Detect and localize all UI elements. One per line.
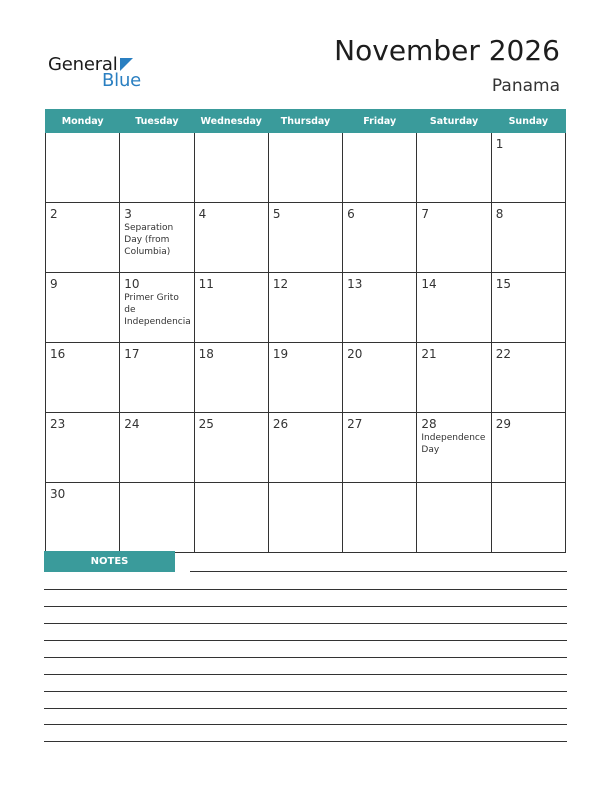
calendar-day-cell bbox=[417, 483, 491, 553]
weekday-header: Thursday bbox=[268, 110, 342, 133]
calendar-day-cell bbox=[120, 203, 194, 273]
notes-line bbox=[190, 571, 567, 572]
calendar-day-cell bbox=[268, 343, 342, 413]
calendar-day-cell bbox=[343, 343, 417, 413]
day-number: 7 bbox=[421, 207, 430, 221]
notes-line bbox=[44, 606, 567, 607]
weekday-header: Sunday bbox=[491, 110, 565, 133]
calendar-grid bbox=[45, 109, 566, 553]
day-number: 1 bbox=[495, 137, 504, 151]
calendar-day-cell bbox=[491, 483, 565, 553]
calendar-day-cell bbox=[268, 133, 342, 203]
day-number: 16 bbox=[50, 347, 66, 361]
calendar-day-cell bbox=[46, 203, 120, 273]
calendar-week-row bbox=[46, 133, 566, 203]
day-number: 26 bbox=[272, 417, 289, 431]
calendar-week-row bbox=[46, 343, 566, 413]
day-number: 12 bbox=[272, 277, 289, 291]
calendar-day-cell bbox=[343, 203, 417, 273]
calendar-week-row bbox=[46, 483, 566, 553]
notes-line bbox=[44, 623, 567, 624]
calendar-week-row bbox=[46, 413, 566, 483]
calendar-day-cell bbox=[491, 343, 565, 413]
notes-line bbox=[44, 640, 567, 641]
notes-line bbox=[44, 674, 567, 675]
calendar-day-cell bbox=[46, 273, 120, 343]
day-number: 3 bbox=[124, 207, 132, 221]
calendar-day-cell bbox=[268, 483, 342, 553]
calendar-day-cell bbox=[417, 133, 491, 203]
calendar-day-cell bbox=[491, 273, 565, 343]
notes-line bbox=[44, 657, 567, 658]
notes-line bbox=[44, 708, 567, 709]
day-number: 21 bbox=[421, 347, 437, 361]
calendar-day-cell bbox=[120, 483, 194, 553]
weekday-header: Tuesday bbox=[120, 110, 194, 133]
calendar-body bbox=[46, 133, 566, 553]
calendar-day-cell bbox=[268, 203, 342, 273]
calendar-day-cell bbox=[491, 133, 565, 203]
calendar-day-cell bbox=[194, 343, 268, 413]
notes-line bbox=[44, 589, 567, 590]
brand-word-blue: Blue bbox=[102, 70, 142, 91]
calendar-day-cell bbox=[194, 203, 268, 273]
day-number: 23 bbox=[50, 417, 66, 431]
calendar-day-cell bbox=[194, 133, 268, 203]
calendar-day-cell bbox=[491, 203, 565, 273]
calendar-day-cell bbox=[120, 133, 194, 203]
day-number: 25 bbox=[198, 417, 214, 431]
weekday-header-row bbox=[46, 110, 566, 133]
page-subtitle: Panama bbox=[491, 76, 560, 96]
calendar-day-cell bbox=[194, 483, 268, 553]
day-number: 19 bbox=[272, 347, 289, 361]
day-number: 5 bbox=[272, 207, 281, 221]
day-number: 18 bbox=[198, 347, 214, 361]
notes-label: NOTES bbox=[44, 551, 175, 572]
calendar-day-cell bbox=[417, 203, 491, 273]
calendar-day-cell bbox=[120, 413, 194, 483]
day-number: 22 bbox=[495, 347, 511, 361]
day-number: 17 bbox=[124, 347, 140, 361]
day-number: 14 bbox=[421, 277, 437, 291]
calendar-day-cell bbox=[120, 343, 194, 413]
brand-logo bbox=[48, 52, 148, 92]
calendar-week-row bbox=[46, 203, 566, 273]
day-number: 27 bbox=[347, 417, 363, 431]
calendar-day-cell bbox=[417, 413, 491, 483]
day-number: 11 bbox=[198, 277, 214, 291]
calendar-day-cell bbox=[491, 413, 565, 483]
day-number: 9 bbox=[50, 277, 58, 291]
day-number: 4 bbox=[198, 207, 207, 221]
holiday-label: Primer Grito de Independencia bbox=[124, 293, 191, 327]
day-number: 13 bbox=[347, 277, 363, 291]
weekday-header: Friday bbox=[343, 110, 417, 133]
calendar-day-cell bbox=[46, 133, 120, 203]
day-number: 6 bbox=[347, 207, 355, 221]
holiday-label: Separation Day (from Columbia) bbox=[124, 223, 174, 257]
day-number: 20 bbox=[347, 347, 363, 361]
notes-line bbox=[44, 691, 567, 692]
day-number: 2 bbox=[50, 207, 58, 221]
calendar-day-cell bbox=[417, 273, 491, 343]
calendar-day-cell bbox=[268, 273, 342, 343]
day-number: 24 bbox=[124, 417, 140, 431]
weekday-header: Monday bbox=[46, 110, 120, 133]
calendar-day-cell bbox=[46, 413, 120, 483]
weekday-header: Wednesday bbox=[194, 110, 268, 133]
calendar-day-cell bbox=[343, 483, 417, 553]
day-number: 8 bbox=[495, 207, 504, 221]
weekday-header: Saturday bbox=[417, 110, 491, 133]
calendar-day-cell bbox=[343, 273, 417, 343]
day-number: 30 bbox=[50, 487, 66, 501]
calendar-day-cell bbox=[120, 273, 194, 343]
calendar-day-cell bbox=[194, 413, 268, 483]
brand-word-general: General bbox=[48, 54, 118, 75]
holiday-label: Independence Day bbox=[421, 433, 486, 455]
calendar-day-cell bbox=[194, 273, 268, 343]
page-title: November 2026 bbox=[334, 34, 560, 67]
day-number: 29 bbox=[495, 417, 511, 431]
day-number: 28 bbox=[421, 417, 437, 431]
day-number: 15 bbox=[495, 277, 511, 291]
notes-line bbox=[44, 741, 567, 742]
calendar-day-cell bbox=[343, 133, 417, 203]
calendar-day-cell bbox=[46, 483, 120, 553]
calendar-day-cell bbox=[417, 343, 491, 413]
calendar-day-cell bbox=[268, 413, 342, 483]
calendar-day-cell bbox=[343, 413, 417, 483]
day-number: 10 bbox=[124, 277, 140, 291]
notes-line bbox=[44, 724, 567, 725]
calendar-week-row bbox=[46, 273, 566, 343]
calendar-day-cell bbox=[46, 343, 120, 413]
